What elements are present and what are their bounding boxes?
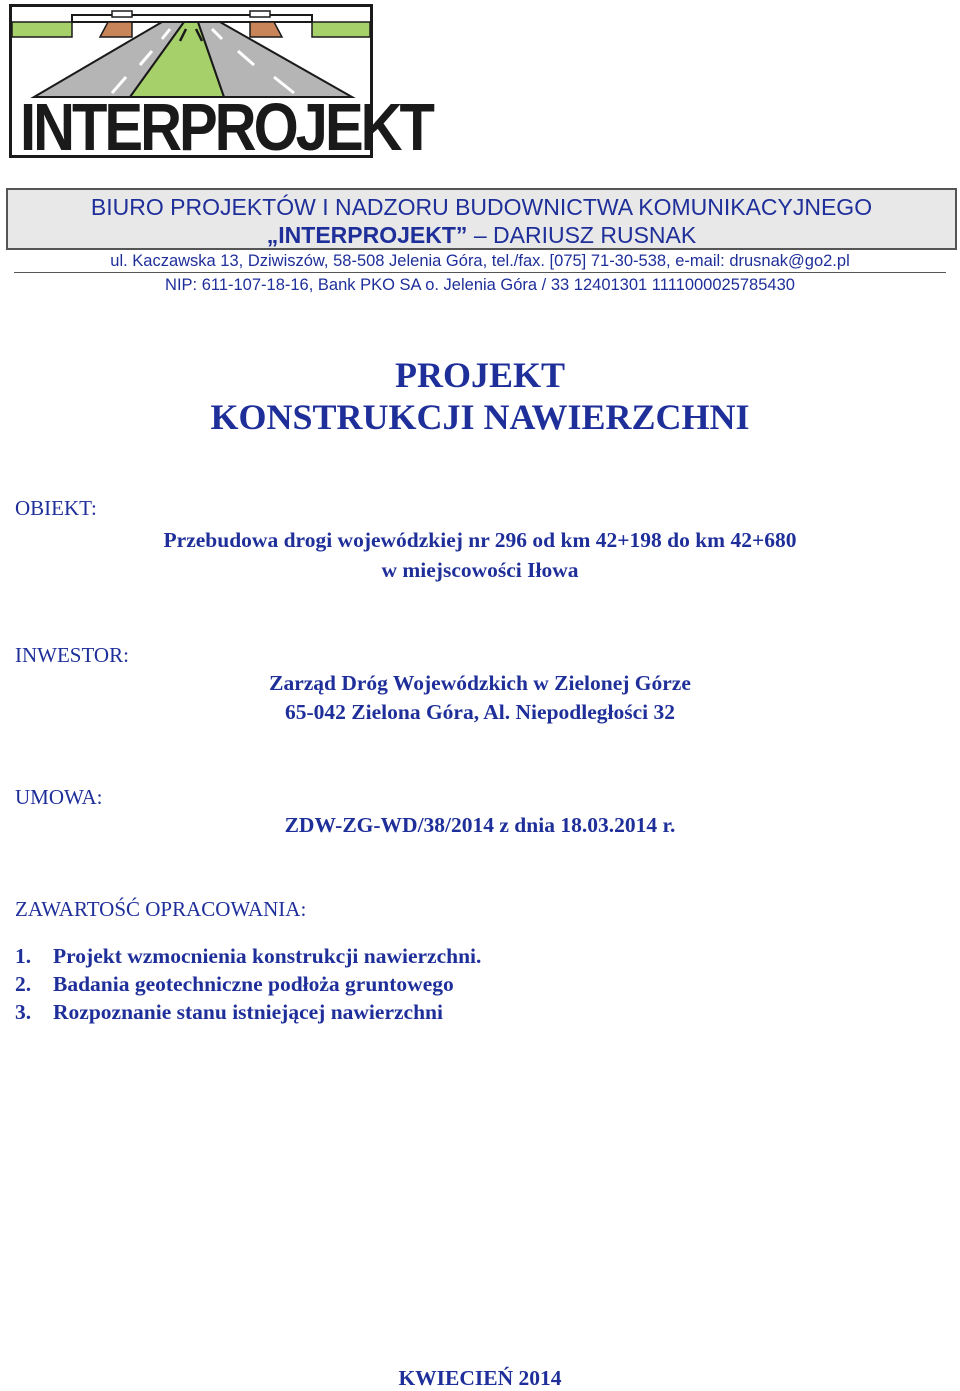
logo-wordmark: INTERPROJEKT (20, 90, 432, 165)
obiekt-line1: Przebudowa drogi wojewódzkiej nr 296 od km 42+198 do km 42+680 (163, 528, 797, 552)
inwestor-line2: 65-042 Zielona Góra, Al. Niepodległości 32 (285, 700, 675, 724)
zawartosc-label: ZAWARTOŚĆ OPRACOWANIA: (15, 897, 307, 921)
company-owner: – DARIUSZ RUSNAK (467, 222, 697, 248)
company-header-box (6, 188, 957, 250)
list-item (15, 1000, 443, 1025)
document-title-line2: KONSTRUKCJI NAWIERZCHNI (210, 397, 750, 437)
list-item-text: Badania geotechniczne podłoża gruntowego (53, 972, 454, 996)
list-item-text: Projekt wzmocnienia konstrukcji nawierzchni. (53, 944, 482, 968)
umowa-value: ZDW-ZG-WD/38/2014 z dnia 18.03.2014 r. (284, 813, 676, 837)
list-item (15, 972, 454, 997)
company-brand-name: „INTERPROJEKT” (266, 222, 468, 248)
list-item-number: 2. (15, 972, 32, 996)
company-logo (9, 4, 432, 165)
umowa-label: UMOWA: (15, 785, 103, 809)
obiekt-line2: w miejscowości Iłowa (381, 558, 579, 582)
company-nip-bank: NIP: 611-107-18-16, Bank PKO SA o. Jelenia Góra / 33 12401301 1111000025785430 (165, 276, 795, 294)
inwestor-line1: Zarząd Dróg Wojewódzkich w Zielonej Górze (269, 671, 691, 695)
list-item-number: 3. (15, 1000, 32, 1024)
document-date: KWIECIEŃ 2014 (398, 1366, 562, 1390)
company-brand-line (8, 222, 955, 249)
document-title-line1: PROJEKT (394, 355, 565, 395)
company-address: ul. Kaczawska 13, Dziwiszów, 58-508 Jelenia Góra, tel./fax. [075] 71-30-538, e-mail: drusnak@go2.pl (14, 252, 946, 273)
obiekt-label: OBIEKT: (15, 496, 97, 520)
list-item (15, 944, 481, 969)
company-name-line: BIURO PROJEKTÓW I NADZORU BUDOWNICTWA KOMUNIKACYJNEGO (90, 194, 873, 220)
list-item-number: 1. (15, 944, 32, 968)
list-item-text: Rozpoznanie stanu istniejącej nawierzchni (53, 1000, 443, 1024)
inwestor-label: INWESTOR: (15, 643, 129, 667)
